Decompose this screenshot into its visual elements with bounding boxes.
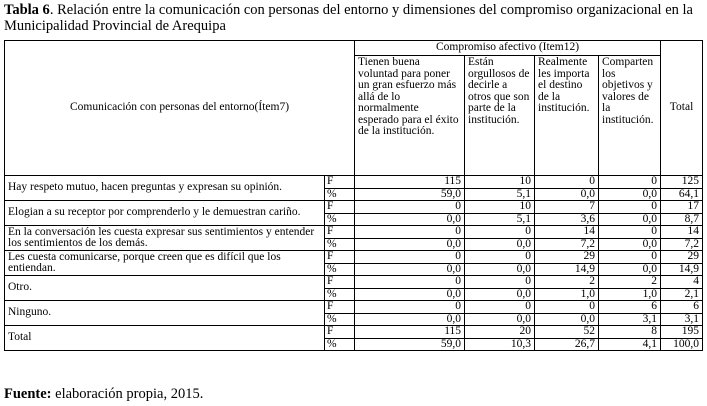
- value-cell: 0,0: [355, 238, 465, 251]
- group-header: Compromiso afectivo (Item12): [355, 41, 661, 56]
- total-cell: 17: [661, 201, 703, 214]
- value-cell: 7,2: [535, 238, 599, 251]
- value-cell: 0: [465, 301, 535, 314]
- footer-text: elaboración propia, 2015.: [51, 386, 204, 402]
- value-cell: 3,6: [535, 213, 599, 226]
- total-cell: 3,1: [661, 313, 703, 326]
- value-cell: 0,0: [599, 213, 661, 226]
- percent-marker: %: [325, 213, 355, 226]
- value-cell: 0,0: [465, 313, 535, 326]
- value-cell: 0: [599, 176, 661, 189]
- caption-text: . Relación entre la comunicación con personas del entorno y dimensiones del compromiso organizacional en la Municipalidad Provincial de Arequipa: [4, 2, 693, 34]
- value-cell: 0: [355, 201, 465, 214]
- value-cell: 4,1: [599, 338, 661, 351]
- value-cell: 6: [599, 301, 661, 314]
- value-cell: 115: [355, 326, 465, 339]
- value-cell: 2: [599, 276, 661, 289]
- value-cell: 0,0: [599, 238, 661, 251]
- value-cell: 2: [535, 276, 599, 289]
- frequency-marker: F: [325, 326, 355, 339]
- frequency-marker: F: [325, 201, 355, 214]
- column-header: Comparten los objetivos y valores de la institución.: [599, 56, 661, 176]
- frequency-marker: F: [325, 251, 355, 264]
- total-header: Total: [661, 41, 703, 176]
- total-cell: 195: [661, 326, 703, 339]
- value-cell: 3,1: [599, 313, 661, 326]
- table-row: [5, 276, 703, 289]
- table-row: [5, 226, 703, 239]
- table-row: [5, 326, 703, 339]
- value-cell: 52: [535, 326, 599, 339]
- percent-marker: %: [325, 263, 355, 276]
- value-cell: 26,7: [535, 338, 599, 351]
- column-header: Tienen buena voluntad para poner un gran esfuerzo más allá de lo normalmente esperado para el éxito de la institución.: [355, 56, 465, 176]
- table-row: [5, 201, 703, 214]
- row-label: Elogian a su receptor por comprenderlo y le demuestran cariño.: [5, 201, 325, 226]
- value-cell: 5,1: [465, 188, 535, 201]
- value-cell: 0,0: [465, 263, 535, 276]
- value-cell: 1,0: [599, 288, 661, 301]
- value-cell: 0,0: [599, 263, 661, 276]
- value-cell: 0: [465, 251, 535, 264]
- value-cell: 14,9: [535, 263, 599, 276]
- value-cell: 0: [599, 226, 661, 239]
- total-cell: 29: [661, 251, 703, 264]
- value-cell: 0: [465, 226, 535, 239]
- value-cell: 0: [535, 176, 599, 189]
- row-label: Total: [5, 326, 325, 351]
- value-cell: 0,0: [535, 188, 599, 201]
- value-cell: 0,0: [599, 188, 661, 201]
- table-caption: [4, 2, 704, 34]
- percent-marker: %: [325, 288, 355, 301]
- frequency-marker: F: [325, 276, 355, 289]
- value-cell: 5,1: [465, 213, 535, 226]
- value-cell: 0: [535, 301, 599, 314]
- percent-marker: %: [325, 338, 355, 351]
- value-cell: 0: [465, 276, 535, 289]
- value-cell: 0: [599, 251, 661, 264]
- total-cell: 2,1: [661, 288, 703, 301]
- frequency-marker: F: [325, 176, 355, 189]
- column-header: Realmente les importa el destino de la institución.: [535, 56, 599, 176]
- value-cell: 0,0: [465, 288, 535, 301]
- total-cell: 7,2: [661, 238, 703, 251]
- column-header: Están orgullosos de decirle a otros que son parte de la institución.: [465, 56, 535, 176]
- total-cell: 14,9: [661, 263, 703, 276]
- value-cell: 0,0: [355, 313, 465, 326]
- total-cell: 6: [661, 301, 703, 314]
- value-cell: 0: [355, 251, 465, 264]
- value-cell: 0: [355, 226, 465, 239]
- value-cell: 10,3: [465, 338, 535, 351]
- data-table: [4, 40, 703, 351]
- table-row: [5, 301, 703, 314]
- value-cell: 1,0: [535, 288, 599, 301]
- value-cell: 0,0: [355, 288, 465, 301]
- total-cell: 100,0: [661, 338, 703, 351]
- percent-marker: %: [325, 313, 355, 326]
- value-cell: 10: [465, 201, 535, 214]
- row-header: Comunicación con personas del entorno(Ítem7): [5, 41, 355, 176]
- table-row: [5, 176, 703, 189]
- value-cell: 0,0: [465, 238, 535, 251]
- value-cell: 0,0: [355, 213, 465, 226]
- row-label: Les cuesta comunicarse, porque creen que es difícil que los entiendan.: [5, 251, 325, 276]
- table-body: [5, 176, 703, 351]
- percent-marker: %: [325, 238, 355, 251]
- value-cell: 0,0: [535, 313, 599, 326]
- value-cell: 29: [535, 251, 599, 264]
- frequency-marker: F: [325, 301, 355, 314]
- value-cell: 20: [465, 326, 535, 339]
- total-cell: 8,7: [661, 213, 703, 226]
- value-cell: 59,0: [355, 188, 465, 201]
- value-cell: 7: [535, 201, 599, 214]
- table-footer: [4, 386, 203, 403]
- value-cell: 0: [355, 276, 465, 289]
- value-cell: 59,0: [355, 338, 465, 351]
- row-label: En la conversación les cuesta expresar sus sentimientos y entender los sentimientos de los demás.: [5, 226, 325, 251]
- value-cell: 14: [535, 226, 599, 239]
- caption-label: Tabla 6: [4, 2, 50, 18]
- total-cell: 125: [661, 176, 703, 189]
- row-label: Ninguno.: [5, 301, 325, 326]
- footer-label: Fuente:: [4, 386, 52, 402]
- percent-marker: %: [325, 188, 355, 201]
- frequency-marker: F: [325, 226, 355, 239]
- row-label: Hay respeto mutuo, hacen preguntas y expresan su opinión.: [5, 176, 325, 201]
- value-cell: 10: [465, 176, 535, 189]
- value-cell: 8: [599, 326, 661, 339]
- table-row: [5, 251, 703, 264]
- total-cell: 64,1: [661, 188, 703, 201]
- total-cell: 4: [661, 276, 703, 289]
- value-cell: 115: [355, 176, 465, 189]
- value-cell: 0,0: [355, 263, 465, 276]
- value-cell: 0: [355, 301, 465, 314]
- row-label: Otro.: [5, 276, 325, 301]
- total-cell: 14: [661, 226, 703, 239]
- value-cell: 0: [599, 201, 661, 214]
